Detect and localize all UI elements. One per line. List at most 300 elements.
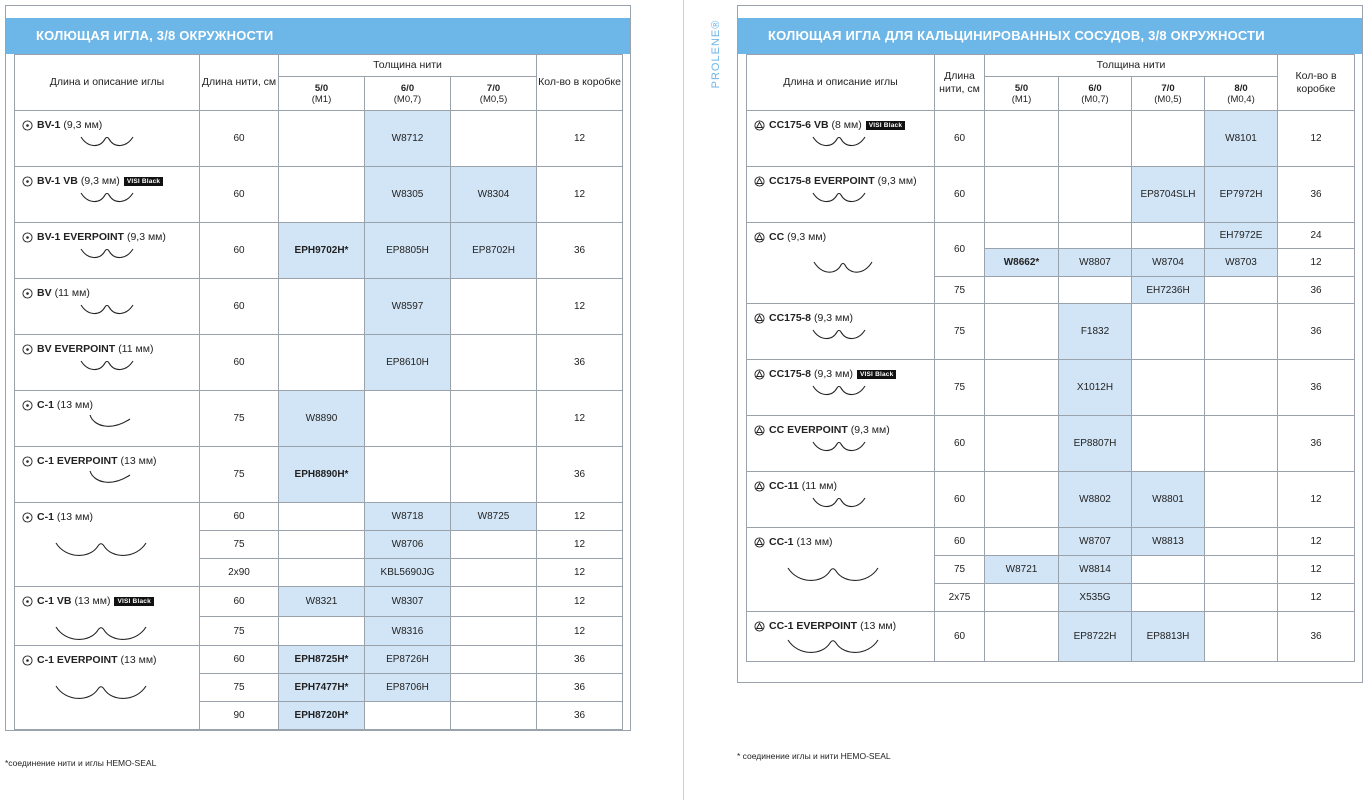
taper-icon (22, 400, 33, 411)
col-header-size (365, 77, 451, 111)
needle-name: CC EVERPOINT (769, 424, 848, 436)
box-quantity-cell: 36 (1278, 612, 1355, 662)
product-code-cell (985, 277, 1059, 304)
box-quantity-cell: 12 (1278, 528, 1355, 556)
product-code-cell: W8802 (1059, 472, 1132, 528)
thread-length-cell: 60 (935, 223, 985, 277)
needle-name: BV-1 VB (37, 175, 78, 187)
product-code-cell: EP8805H (365, 223, 451, 279)
needle-description-cell (15, 646, 200, 730)
tapercut-icon (754, 481, 765, 492)
needle-title (22, 231, 199, 243)
product-code-cell (985, 472, 1059, 528)
needle-size: (9,3 мм) (787, 231, 827, 243)
col-header-size (1205, 77, 1278, 111)
product-code-cell: W8707 (1059, 528, 1132, 556)
needle-name: CC-11 (769, 480, 799, 492)
needle-size: (8 мм) (831, 119, 862, 131)
product-code-cell (1059, 223, 1132, 249)
needle-size: (9,3 мм) (63, 119, 103, 131)
needle-description-cell (15, 167, 200, 223)
col-header-description: Длина и описание иглы (747, 55, 935, 111)
needle-description-cell (15, 391, 200, 447)
col-header-size (985, 77, 1059, 111)
size-gauge: 7/0 (1161, 83, 1175, 94)
needle-description-cell (15, 279, 200, 335)
needle-name: BV-1 EVERPOINT (37, 231, 124, 243)
table-row (747, 472, 1355, 528)
product-code-cell: EH7236H (1132, 277, 1205, 304)
tapercut-icon (754, 313, 765, 324)
thread-length-cell: 60 (935, 528, 985, 556)
thread-length-cell: 2x75 (935, 584, 985, 612)
needle-size: (13 мм) (796, 536, 833, 548)
brand-text: PROLENE® (710, 19, 722, 89)
tapercut-icon (754, 537, 765, 548)
product-code-cell: EP8722H (1059, 612, 1132, 662)
box-quantity-cell: 12 (537, 391, 623, 447)
product-code-cell (1132, 111, 1205, 167)
table-row (747, 528, 1355, 556)
product-code-cell (451, 111, 537, 167)
table-row (15, 503, 623, 531)
thread-length-cell: 90 (200, 702, 279, 730)
product-code-cell: W8725 (451, 503, 537, 531)
product-code-cell (1059, 111, 1132, 167)
box-quantity-cell: 12 (537, 531, 623, 559)
product-code-cell: W8712 (365, 111, 451, 167)
product-code-cell: W8662* (985, 249, 1059, 277)
box-quantity-cell: 36 (1278, 304, 1355, 360)
tapercut-icon (754, 369, 765, 380)
product-code-cell (985, 223, 1059, 249)
product-code-cell: EPH9702H* (279, 223, 365, 279)
product-code-cell: EPH8720H* (279, 702, 365, 730)
product-code-cell (1059, 167, 1132, 223)
needle-curve-illustration (72, 469, 199, 489)
product-code-cell (1205, 277, 1278, 304)
product-code-cell: W8718 (365, 503, 451, 531)
header-row (747, 55, 1355, 77)
needle-curve-illustration (810, 133, 934, 149)
product-code-cell (451, 559, 537, 587)
product-code-cell (451, 391, 537, 447)
product-code-cell (985, 528, 1059, 556)
box-quantity-cell: 12 (1278, 249, 1355, 277)
needle-description-cell (15, 111, 200, 167)
size-metric: (M0,5) (1154, 94, 1182, 105)
needle-title (22, 511, 199, 523)
size-gauge: 6/0 (1088, 83, 1102, 94)
needle-name: C-1 (37, 511, 54, 523)
needle-title (22, 287, 199, 299)
right-catalog-panel (737, 5, 1363, 683)
needle-description-cell (15, 223, 200, 279)
needle-title (22, 119, 199, 131)
col-header-size (1132, 77, 1205, 111)
product-code-cell: W8807 (1059, 249, 1132, 277)
needle-name: C-1 EVERPOINT (37, 455, 118, 467)
needle-curve-illustration (78, 357, 199, 373)
thread-length-cell: 60 (200, 279, 279, 335)
tapercut-icon (754, 425, 765, 436)
product-code-cell (279, 335, 365, 391)
taper-icon (22, 232, 33, 243)
col-header-length: Длина нити, см (935, 55, 985, 111)
table-row (747, 223, 1355, 249)
col-header-thickness: Толщина нити (985, 55, 1278, 77)
needle-description-cell (15, 503, 200, 587)
needle-description-cell (747, 111, 935, 167)
needle-curve-illustration (784, 634, 934, 658)
size-metric: (M1) (311, 94, 332, 105)
product-code-cell: EP7972H (1205, 167, 1278, 223)
col-header-size (1059, 77, 1132, 111)
product-code-cell: W8703 (1205, 249, 1278, 277)
col-header-length: Длина нити, см (200, 55, 279, 111)
product-code-cell (451, 531, 537, 559)
needle-size: (9,3 мм) (850, 424, 890, 436)
needle-name: CC (769, 231, 785, 243)
needle-curve-illustration (52, 680, 199, 704)
product-code-cell: EP8610H (365, 335, 451, 391)
needle-size: (11 мм) (118, 343, 154, 355)
product-code-cell (1059, 277, 1132, 304)
product-code-cell (985, 111, 1059, 167)
product-code-cell: W8316 (365, 617, 451, 646)
thread-length-cell: 75 (935, 304, 985, 360)
box-quantity-cell: 12 (537, 503, 623, 531)
product-code-cell (279, 503, 365, 531)
needle-description-cell (15, 447, 200, 503)
needle-size: (9,3 мм) (814, 312, 853, 324)
needle-name: CC175-6 VB (769, 119, 829, 131)
table-row (747, 416, 1355, 472)
needle-description-cell (747, 416, 935, 472)
needle-name: BV-1 (37, 119, 61, 131)
needle-title (22, 654, 199, 666)
needle-title (754, 480, 934, 492)
product-code-cell (1132, 304, 1205, 360)
size-gauge: 5/0 (314, 83, 329, 94)
product-code-cell (1205, 472, 1278, 528)
tapercut-icon (754, 176, 765, 187)
needle-curve-illustration (810, 494, 934, 510)
product-code-cell: W8597 (365, 279, 451, 335)
needle-name: CC175-8 EVERPOINT (769, 175, 875, 187)
needle-description-cell (747, 612, 935, 662)
thread-length-cell: 75 (200, 674, 279, 702)
table-row (15, 447, 623, 503)
col-header-description: Длина и описание иглы (15, 55, 200, 111)
product-code-cell (1132, 223, 1205, 249)
box-quantity-cell: 12 (537, 111, 623, 167)
size-metric: (M0,7) (393, 94, 422, 105)
box-quantity-cell: 36 (537, 674, 623, 702)
product-code-cell (279, 531, 365, 559)
size-gauge: 6/0 (400, 83, 415, 94)
product-code-cell (279, 167, 365, 223)
thread-length-cell: 75 (200, 531, 279, 559)
needle-size: (9,3 мм) (814, 368, 853, 380)
needle-size: (13 мм) (56, 399, 93, 411)
needle-title (22, 455, 199, 467)
needle-description-cell (15, 335, 200, 391)
product-code-cell (279, 617, 365, 646)
product-code-cell: EP8807H (1059, 416, 1132, 472)
visi-black-badge: VISI Black (857, 370, 896, 379)
tapercut-icon (754, 621, 765, 632)
needle-title (754, 175, 934, 187)
needle-title (22, 399, 199, 411)
product-code-cell: X535G (1059, 584, 1132, 612)
needle-description-cell (747, 360, 935, 416)
needle-curve-illustration (810, 326, 934, 342)
thread-length-cell: 60 (935, 472, 985, 528)
needle-curve-illustration (810, 382, 934, 398)
size-metric: (M1) (1011, 94, 1032, 105)
thread-length-cell: 60 (935, 416, 985, 472)
thread-length-cell: 60 (200, 587, 279, 617)
visi-black-badge: VISI Black (114, 597, 153, 606)
needle-name: CC-1 (769, 536, 794, 548)
product-code-cell (279, 279, 365, 335)
box-quantity-cell: 12 (537, 279, 623, 335)
box-quantity-cell: 36 (1278, 416, 1355, 472)
thread-length-cell: 60 (935, 167, 985, 223)
product-code-cell (985, 360, 1059, 416)
needle-title (754, 119, 934, 131)
box-quantity-cell: 36 (1278, 360, 1355, 416)
product-code-cell: W8704 (1132, 249, 1205, 277)
taper-icon (22, 288, 33, 299)
needle-title (754, 312, 934, 324)
thread-length-cell: 60 (200, 223, 279, 279)
needle-size: (9,3 мм) (80, 175, 120, 187)
product-code-cell: W8305 (365, 167, 451, 223)
needle-title (22, 595, 199, 607)
needle-curve-illustration (78, 245, 199, 261)
product-code-cell (1205, 304, 1278, 360)
product-code-cell (365, 447, 451, 503)
taper-icon (22, 512, 33, 523)
product-code-cell (451, 279, 537, 335)
taper-icon (22, 456, 33, 467)
product-code-cell (1132, 556, 1205, 584)
product-code-cell: F1832 (1059, 304, 1132, 360)
needle-size: (13 мм) (74, 595, 111, 607)
table-row (15, 587, 623, 617)
needle-title (754, 368, 934, 380)
thread-length-cell: 60 (935, 612, 985, 662)
needle-size: (11 мм) (54, 287, 90, 299)
needle-description-cell (747, 304, 935, 360)
table-row (747, 167, 1355, 223)
right-product-table (746, 54, 1355, 662)
thread-length-cell: 75 (200, 617, 279, 646)
col-header-size (451, 77, 537, 111)
product-code-cell: EPH7477H* (279, 674, 365, 702)
size-metric: (M0,7) (1081, 94, 1109, 105)
needle-curve-illustration (52, 537, 199, 561)
size-metric: (M0,5) (479, 94, 508, 105)
product-code-cell (985, 612, 1059, 662)
header-row (15, 55, 623, 77)
tapercut-icon (754, 232, 765, 243)
needle-description-cell (747, 167, 935, 223)
tapercut-icon (754, 120, 765, 131)
thread-length-cell: 2x90 (200, 559, 279, 587)
product-code-cell (1205, 556, 1278, 584)
product-code-cell (1205, 416, 1278, 472)
needle-size: (9,3 мм) (877, 175, 917, 187)
needle-curve-illustration (72, 413, 199, 433)
box-quantity-cell: 36 (537, 335, 623, 391)
thread-length-cell: 60 (935, 111, 985, 167)
product-code-cell: W8321 (279, 587, 365, 617)
table-row (747, 612, 1355, 662)
needle-title (754, 231, 934, 243)
product-code-cell: EP8704SLH (1132, 167, 1205, 223)
box-quantity-cell: 12 (537, 559, 623, 587)
needle-title (754, 424, 934, 436)
left-catalog-panel (5, 5, 631, 731)
product-code-cell: W8304 (451, 167, 537, 223)
product-code-cell: W8721 (985, 556, 1059, 584)
taper-icon (22, 176, 33, 187)
product-code-cell (985, 167, 1059, 223)
needle-size: (13 мм) (120, 654, 157, 666)
visi-black-badge: VISI Black (124, 177, 163, 186)
box-quantity-cell: 12 (537, 587, 623, 617)
needle-name: C-1 (37, 399, 54, 411)
col-header-thickness: Толщина нити (279, 55, 537, 77)
product-code-cell: X1012H (1059, 360, 1132, 416)
brand-vertical-label (708, 18, 724, 90)
right-section-title: КОЛЮЩАЯ ИГЛА ДЛЯ КАЛЬЦИНИРОВАННЫХ СОСУДОВ, 3/8 ОКРУЖНОСТИ (738, 18, 1362, 54)
product-code-cell (365, 391, 451, 447)
needle-curve-illustration (810, 257, 934, 277)
product-code-cell (365, 702, 451, 730)
needle-size: (9,3 мм) (126, 231, 166, 243)
product-code-cell: W8706 (365, 531, 451, 559)
box-quantity-cell: 12 (1278, 111, 1355, 167)
product-code-cell: KBL5690JG (365, 559, 451, 587)
product-code-cell (279, 111, 365, 167)
product-code-cell: W8890 (279, 391, 365, 447)
product-code-cell: W8813 (1132, 528, 1205, 556)
product-code-cell: EP8726H (365, 646, 451, 674)
thread-length-cell: 75 (935, 277, 985, 304)
needle-name: C-1 VB (37, 595, 72, 607)
product-code-cell (279, 559, 365, 587)
right-footnote: * соединение иглы и нити HEMO-SEAL (737, 751, 891, 761)
product-code-cell (985, 584, 1059, 612)
needle-curve-illustration (52, 621, 199, 645)
product-code-cell: EP8706H (365, 674, 451, 702)
thread-length-cell: 60 (200, 111, 279, 167)
product-code-cell (1205, 360, 1278, 416)
needle-curve-illustration (78, 189, 199, 205)
needle-description-cell (747, 223, 935, 304)
box-quantity-cell: 12 (1278, 584, 1355, 612)
needle-title (22, 343, 199, 355)
visi-black-badge: VISI Black (866, 121, 905, 130)
col-header-quantity: Кол-во в коробке (537, 55, 623, 111)
product-code-cell (1132, 416, 1205, 472)
table-row (747, 360, 1355, 416)
product-code-cell: EPH8890H* (279, 447, 365, 503)
needle-description-cell (747, 528, 935, 612)
product-code-cell (1205, 528, 1278, 556)
table-row (15, 646, 623, 674)
needle-name: CC175-8 (769, 368, 812, 380)
product-code-cell (1205, 612, 1278, 662)
needle-title (754, 536, 934, 548)
needle-size: (13 мм) (860, 620, 897, 632)
box-quantity-cell: 12 (537, 167, 623, 223)
needle-curve-illustration (78, 301, 199, 317)
thread-length-cell: 75 (200, 447, 279, 503)
table-row (747, 304, 1355, 360)
product-code-cell: W8801 (1132, 472, 1205, 528)
product-code-cell (451, 617, 537, 646)
product-code-cell (1132, 360, 1205, 416)
needle-curve-illustration (78, 133, 199, 149)
needle-title (22, 175, 199, 187)
table-row (15, 111, 623, 167)
product-code-cell: EP8702H (451, 223, 537, 279)
taper-icon (22, 120, 33, 131)
table-row (15, 279, 623, 335)
taper-icon (22, 344, 33, 355)
size-gauge: 8/0 (1234, 83, 1248, 94)
table-row (15, 167, 623, 223)
needle-curve-illustration (784, 562, 934, 586)
taper-icon (22, 596, 33, 607)
box-quantity-cell: 24 (1278, 223, 1355, 249)
needle-name: CC175-8 (769, 312, 812, 324)
needle-name: BV (37, 287, 52, 299)
product-code-cell (985, 304, 1059, 360)
product-code-cell: W8101 (1205, 111, 1278, 167)
product-code-cell (985, 416, 1059, 472)
table-row (747, 111, 1355, 167)
product-code-cell (451, 646, 537, 674)
left-footnote: *соединение нити и иглы HEMO-SEAL (5, 758, 157, 768)
thread-length-cell: 60 (200, 167, 279, 223)
product-code-cell: W8814 (1059, 556, 1132, 584)
thread-length-cell: 75 (935, 556, 985, 584)
product-code-cell (451, 587, 537, 617)
thread-length-cell: 60 (200, 335, 279, 391)
product-code-cell (1205, 584, 1278, 612)
needle-curve-illustration (810, 189, 934, 205)
thread-length-cell: 75 (935, 360, 985, 416)
product-code-cell (451, 674, 537, 702)
col-header-quantity: Кол-во в коробке (1278, 55, 1355, 111)
box-quantity-cell: 36 (537, 447, 623, 503)
left-product-table (14, 54, 623, 730)
table-row (15, 391, 623, 447)
needle-name: BV EVERPOINT (37, 343, 116, 355)
box-quantity-cell: 12 (537, 617, 623, 646)
needle-size: (13 мм) (120, 455, 157, 467)
table-row (15, 335, 623, 391)
needle-title (754, 620, 934, 632)
box-quantity-cell: 36 (537, 702, 623, 730)
needle-curve-illustration (810, 438, 934, 454)
